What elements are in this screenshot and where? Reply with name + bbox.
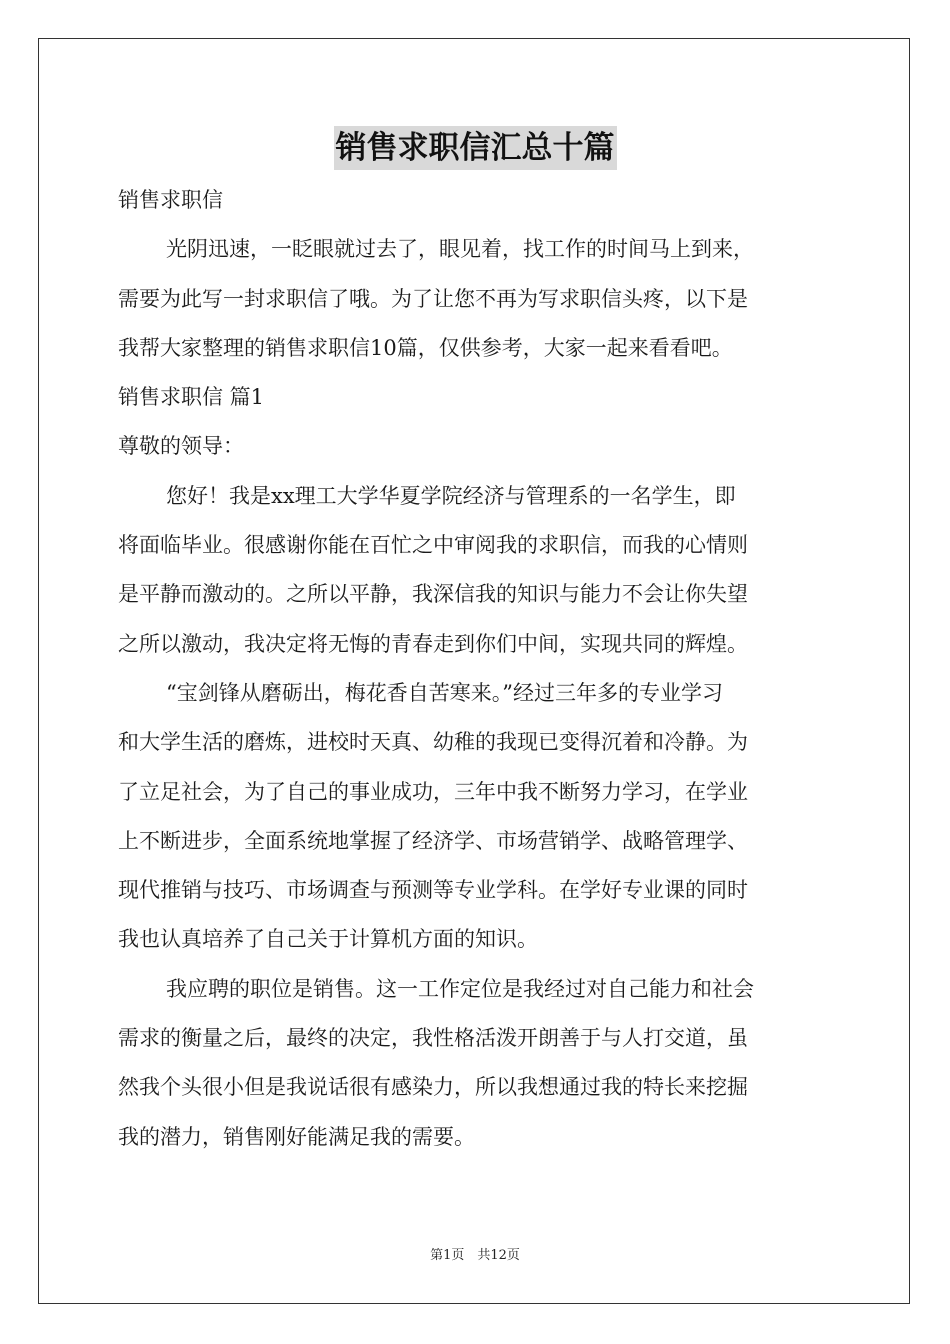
text-line: 我的潜力，销售刚好能满足我的需要。 bbox=[118, 1124, 475, 1149]
text-line: 之所以激动，我决定将无悔的青春走到你们中间，实现共同的辉煌。 bbox=[118, 631, 748, 656]
text-line: 我也认真培养了自己关于计算机方面的知识。 bbox=[118, 927, 538, 952]
title-container bbox=[0, 126, 950, 170]
text-line: 将面临毕业。很感谢你能在百忙之中审阅我的求职信，而我的心情则 bbox=[118, 533, 748, 558]
text-line: 需要为此写一封求职信了哦。为了让您不再为写求职信头疼，以下是 bbox=[118, 286, 748, 311]
text-line: 您好！我是xx理工大学华夏学院经济与管理系的一名学生，即 bbox=[166, 483, 736, 508]
text-line: 然我个头很小但是我说话很有感染力，所以我想通过我的特长来挖掘 bbox=[118, 1075, 748, 1100]
text-line: 需求的衡量之后，最终的决定，我性格活泼开朗善于与人打交道，虽 bbox=[118, 1026, 748, 1051]
text-line: 尊敬的领导： bbox=[118, 434, 244, 459]
document-title: 销售求职信汇总十篇 bbox=[334, 126, 617, 170]
page-footer: 第1页 共12页 bbox=[430, 1248, 520, 1263]
document-body bbox=[118, 176, 832, 1162]
text-line: 了立足社会，为了自己的事业成功，三年中我不断努力学习，在学业 bbox=[118, 779, 748, 804]
text-line: 和大学生活的磨炼，进校时天真、幼稚的我现已变得沉着和冷静。为 bbox=[118, 730, 748, 755]
text-line: “宝剑锋从磨砺出，梅花香自苦寒来。”经过三年多的专业学习 bbox=[166, 680, 723, 705]
text-line: 销售求职信 篇1 bbox=[118, 385, 265, 410]
text-line: 我应聘的职位是销售。这一工作定位是我经过对自己能力和社会 bbox=[166, 976, 754, 1001]
text-line: 是平静而激动的。之所以平静，我深信我的知识与能力不会让你失望 bbox=[118, 582, 748, 607]
text-line: 上不断进步，全面系统地掌握了经济学、市场营销学、战略管理学、 bbox=[118, 828, 748, 853]
text-line: 现代推销与技巧、市场调查与预测等专业学科。在学好专业课的同时 bbox=[118, 878, 748, 903]
text-line: 销售求职信 bbox=[118, 188, 223, 212]
text-line: 我帮大家整理的销售求职信10篇，仅供参考，大家一起来看看吧。 bbox=[118, 335, 733, 360]
text-line: 光阴迅速，一眨眼就过去了，眼见着，找工作的时间马上到来， bbox=[166, 237, 754, 262]
